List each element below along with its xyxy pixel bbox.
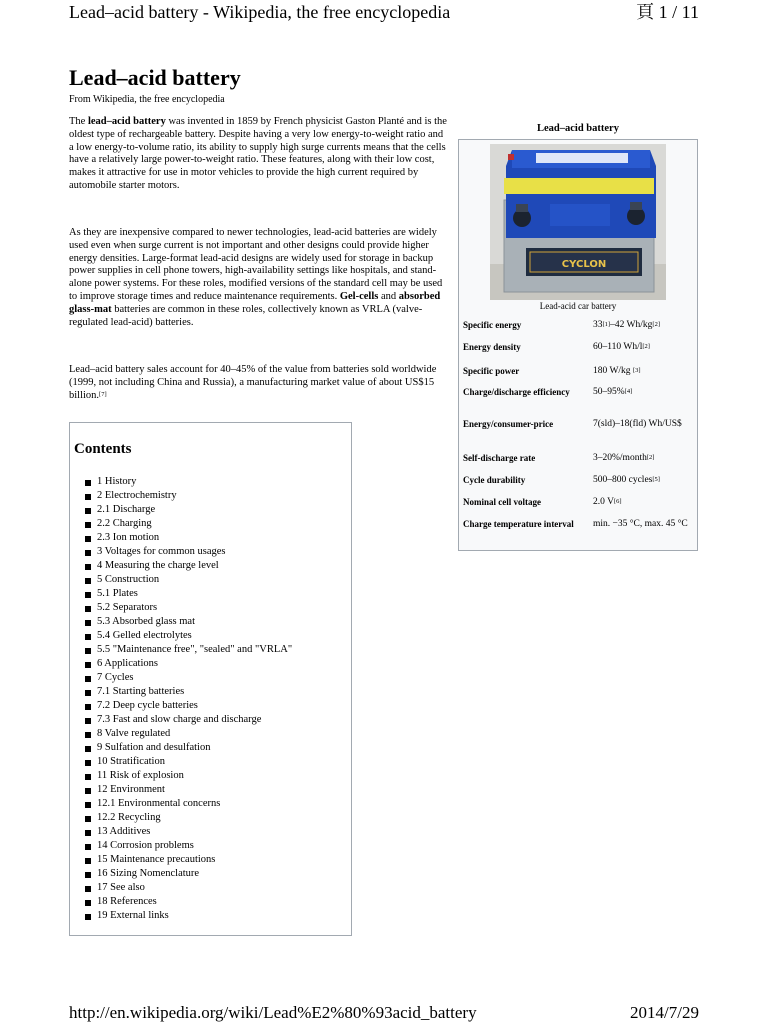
infobox-row (463, 340, 695, 364)
square-bullet-icon (85, 802, 91, 808)
infobox-row (463, 417, 695, 451)
toc-sublink[interactable]: 2.1 Discharge (97, 504, 156, 515)
infobox-value (593, 417, 695, 432)
toc-link[interactable]: 16 Sizing Nomenclature (97, 868, 200, 879)
infobox-value (593, 318, 695, 333)
toc-item (84, 909, 292, 923)
square-bullet-icon (85, 578, 91, 584)
square-bullet-icon (85, 816, 91, 822)
value-text: 180 W/kg (593, 366, 633, 376)
toc-subitem (84, 713, 292, 727)
square-bullet-icon (85, 550, 91, 556)
square-bullet-icon (85, 564, 91, 570)
value-text: 3–20%/month (593, 453, 647, 463)
toc-item (84, 755, 292, 769)
citation-ref[interactable]: [3] (632, 367, 641, 374)
intro-paragraph-2 (69, 227, 449, 329)
infobox (458, 139, 698, 551)
infobox-value (593, 473, 695, 488)
square-bullet-icon (85, 774, 91, 780)
text-run: Lead–acid battery sales account for 40–45% of the value from batteries sold worldwide (1999, not including China and Russia), a manufacturing market value of about US$15 billion. (69, 364, 437, 401)
toc-subitem (84, 615, 292, 629)
infobox-label: Nominal cell voltage (463, 497, 541, 507)
square-bullet-icon (85, 746, 91, 752)
toc-subitem (84, 629, 292, 643)
page-title: Lead–acid battery (69, 65, 241, 90)
square-bullet-icon (85, 690, 91, 696)
infobox-value (593, 340, 695, 355)
infobox-value (593, 517, 695, 532)
toc-list (84, 475, 292, 923)
toc-item (84, 881, 292, 895)
square-bullet-icon (85, 718, 91, 724)
infobox-row (463, 385, 695, 417)
citation-ref[interactable]: [6] (613, 498, 622, 505)
toc-item (84, 657, 292, 671)
text-run: was invented in 1859 by French physicist Gaston Planté and is the oldest type of rechargeable battery. Despite having a very low energy-to-weight ratio and a low energy-to-volume ratio, its ability to supply high surge currents means that the cells have a relatively large power-to-weight ratio. These features, along with their low cost, makes it attractive for use in motor vehicles to provide the high current required by automobile starter motors. (69, 116, 447, 191)
toc-link[interactable]: 4 Measuring the charge level (97, 560, 219, 571)
square-bullet-icon (85, 732, 91, 738)
value-text: 2.0 V (593, 497, 614, 507)
bold-term: lead–acid battery (87, 116, 166, 127)
infobox-properties (463, 318, 695, 547)
toc-sublist (84, 685, 292, 727)
toc-sublist (84, 503, 292, 545)
text-run: As they are inexpensive compared to newer technologies, lead-acid batteries are widely used even when surge current is not important and other designs could provide higher energy densities. Large-format lead-acid designs are widely used for storage in backup power supplies in cell phone towers, high-availability settings like hospitals, and stand-alone power systems. For these roles, modified versions of the standard cell may be used to improve storage times and reduce maintenance requirements. (69, 227, 443, 302)
square-bullet-icon (85, 760, 91, 766)
toc-link[interactable]: 9 Sulfation and desulfation (97, 742, 211, 753)
square-bullet-icon (85, 676, 91, 682)
infobox-row (463, 318, 695, 340)
toc-item (84, 741, 292, 755)
battery-illustration (490, 144, 666, 300)
citation-ref[interactable]: [2] (642, 343, 650, 350)
toc-link[interactable]: 8 Valve regulated (97, 728, 171, 739)
toc-subitem (84, 643, 292, 657)
toc-subitem (84, 517, 292, 531)
intro-paragraph-3 (69, 364, 449, 402)
toc-link[interactable]: 13 Additives (97, 826, 151, 837)
citation-ref[interactable]: [1] (602, 321, 611, 328)
infobox-label: Charge temperature interval (463, 519, 574, 529)
toc-subitem (84, 699, 292, 713)
value-text: 7(sld)–18(fld) Wh/US$ (593, 419, 682, 429)
text-run: The (69, 116, 88, 127)
toc-sublink[interactable]: 5.1 Plates (97, 588, 138, 599)
square-bullet-icon (85, 620, 91, 626)
citation-ref[interactable]: [2] (652, 321, 660, 328)
toc-link[interactable]: 3 Voltages for common usages (97, 546, 226, 557)
toc-subitem (84, 797, 292, 811)
toc-sublist (84, 587, 292, 657)
square-bullet-icon (85, 536, 91, 542)
citation-ref[interactable]: [2] (646, 454, 655, 461)
toc-sublink[interactable]: 5.2 Separators (97, 602, 158, 613)
infobox-label: Self-discharge rate (463, 453, 536, 463)
infobox-label: Energy/consumer-price (463, 419, 554, 429)
bold-term: absorbed glass-mat (69, 290, 441, 315)
toc-item (84, 825, 292, 839)
toc-item (84, 895, 292, 909)
square-bullet-icon (85, 494, 91, 500)
table-of-contents (69, 422, 352, 936)
square-bullet-icon (85, 634, 91, 640)
toc-subitem (84, 587, 292, 601)
square-bullet-icon (85, 606, 91, 612)
bold-term: Gel-cells (339, 290, 379, 302)
value-text: 33 (593, 320, 603, 330)
toc-subitem (84, 811, 292, 825)
toc-sublink[interactable]: 5.3 Absorbed glass mat (97, 616, 195, 627)
toc-sublink[interactable]: 5.5 "Maintenance free", "sealed" and "VRLA" (97, 644, 293, 655)
square-bullet-icon (85, 830, 91, 836)
toc-sublink[interactable]: 7.1 Starting batteries (97, 686, 185, 697)
toc-item (84, 839, 292, 853)
square-bullet-icon (85, 858, 91, 864)
toc-sublink[interactable]: 7.2 Deep cycle batteries (97, 700, 198, 711)
page-url: http://en.wikipedia.org/wiki/Lead%E2%80%93acid_battery (69, 1003, 477, 1022)
infobox-row (463, 495, 695, 517)
toc-sublink[interactable]: 2.2 Charging (97, 518, 152, 529)
toc-link[interactable]: 5 Construction (97, 574, 160, 585)
toc-sublink[interactable]: 12.2 Recycling (97, 812, 161, 823)
toc-link[interactable]: 19 External links (97, 910, 169, 921)
text-run: and (378, 290, 399, 302)
infobox-value (593, 495, 695, 510)
toc-link[interactable]: 2 Electrochemistry (97, 490, 177, 501)
battery-image[interactable] (490, 144, 666, 300)
value-text: min. −35 °C, max. 45 °C (593, 519, 688, 529)
toc-item (84, 783, 292, 797)
square-bullet-icon (85, 900, 91, 906)
battery-brand-text: CYCLON (561, 259, 607, 270)
toc-link[interactable]: 12 Environment (97, 784, 165, 795)
toc-item (84, 545, 292, 559)
toc-link[interactable]: 11 Risk of explosion (97, 770, 184, 781)
print-date: 2014/7/29 (630, 1003, 699, 1022)
square-bullet-icon (85, 508, 91, 514)
toc-item (84, 853, 292, 867)
citation-link[interactable]: [7] (99, 390, 107, 398)
toc-item (84, 769, 292, 783)
print-footer (69, 1002, 699, 1024)
toc-link[interactable]: 14 Corrosion problems (97, 840, 194, 851)
toc-sublink[interactable]: 12.1 Environmental concerns (97, 798, 221, 809)
toc-item (84, 489, 292, 503)
toc-item (84, 727, 292, 741)
toc-link[interactable]: 15 Maintenance precautions (97, 854, 216, 865)
text-run: batteries are common in these roles, collectively known as VRLA (valve-regulated lead-acid) batteries. (69, 303, 423, 328)
toc-item (84, 475, 292, 489)
square-bullet-icon (85, 648, 91, 654)
toc-sublink[interactable]: 5.4 Gelled electrolytes (97, 630, 192, 641)
infobox-label: Cycle durability (463, 475, 526, 485)
infobox-value (593, 451, 695, 466)
square-bullet-icon (85, 886, 91, 892)
value-text: –42 Wh/kg (610, 320, 653, 330)
square-bullet-icon (85, 522, 91, 528)
print-header (69, 0, 699, 24)
citation-ref[interactable]: [4] (624, 388, 633, 395)
value-text: 50–95% (593, 387, 625, 397)
toc-link[interactable]: 7 Cycles (97, 672, 134, 683)
page-counter: 頁 1 / 11 (636, 2, 699, 22)
infobox-row (463, 517, 695, 547)
square-bullet-icon (85, 788, 91, 794)
toc-item (84, 573, 292, 587)
toc-sublink[interactable]: 7.3 Fast and slow charge and discharge (97, 714, 262, 725)
toc-item (84, 867, 292, 881)
value-text: 500–800 cycles (593, 475, 653, 485)
subtitle-from-wikipedia: From Wikipedia, the free encyclopedia (69, 94, 225, 105)
infobox-label: Specific power (463, 366, 520, 376)
toc-sublink[interactable]: 2.3 Ion motion (97, 532, 160, 543)
toc-link[interactable]: 17 See also (97, 882, 145, 893)
infobox-label: Specific energy (463, 320, 522, 330)
infobox-row (463, 451, 695, 473)
toc-subitem (84, 503, 292, 517)
toc-item (84, 671, 292, 685)
square-bullet-icon (85, 844, 91, 850)
toc-link[interactable]: 1 History (97, 476, 137, 487)
image-caption: Lead-acid car battery (539, 301, 617, 311)
print-header-title: Lead–acid battery - Wikipedia, the free encyclopedia (69, 2, 451, 22)
square-bullet-icon (85, 704, 91, 710)
intro-paragraph-1 (69, 116, 449, 193)
toc-sublist (84, 797, 292, 825)
infobox-label: Charge/discharge efficiency (463, 387, 570, 397)
toc-subitem (84, 531, 292, 545)
toc-link[interactable]: 6 Applications (97, 658, 158, 669)
square-bullet-icon (85, 872, 91, 878)
square-bullet-icon (85, 662, 91, 668)
infobox-value (593, 385, 695, 400)
infobox-row (463, 364, 695, 385)
toc-link[interactable]: 10 Stratification (97, 756, 165, 767)
infobox-label: Energy density (463, 342, 521, 352)
citation-ref[interactable]: [5] (652, 476, 660, 483)
toc-subitem (84, 685, 292, 699)
square-bullet-icon (85, 592, 91, 598)
toc-title: Contents (74, 441, 132, 457)
toc-link[interactable]: 18 References (97, 896, 157, 907)
square-bullet-icon (85, 480, 91, 486)
square-bullet-icon (85, 914, 91, 920)
infobox-value (593, 364, 695, 379)
infobox-caption: Lead–acid battery (537, 123, 619, 134)
infobox-row (463, 473, 695, 495)
value-text: 60–110 Wh/l (593, 342, 643, 352)
toc-item (84, 559, 292, 573)
toc-subitem (84, 601, 292, 615)
